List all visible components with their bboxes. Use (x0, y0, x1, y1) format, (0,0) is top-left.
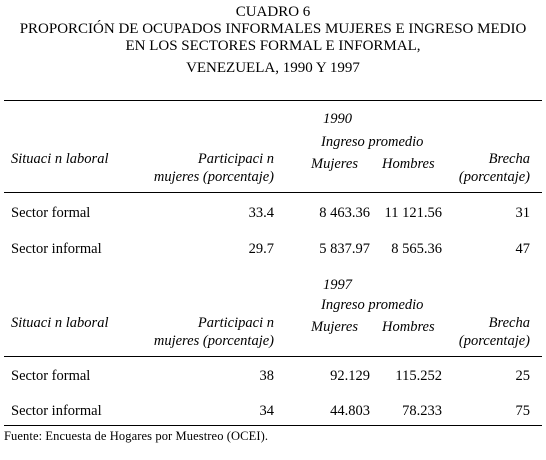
brecha-header-unit: (porcentaje) (458, 169, 530, 185)
mujeres-cell: 8 463.36 (319, 205, 370, 221)
year-label: 1997 (323, 277, 352, 293)
brecha-cell: 25 (515, 368, 530, 384)
row-label: Sector informal (11, 241, 102, 257)
ingreso-header: Ingreso promedio (321, 297, 424, 313)
mujeres-cell: 92.129 (330, 368, 370, 384)
participacion-cell: 34 (259, 403, 274, 419)
table-title-line: VENEZUELA, 1990 Y 1997 (186, 60, 360, 76)
year-label: 1990 (323, 111, 352, 127)
participacion-cell: 38 (259, 368, 274, 384)
table-title-line: EN LOS SECTORES FORMAL E INFORMAL, (125, 38, 421, 54)
row-label: Sector formal (11, 368, 91, 384)
hombres-cell: 78.233 (402, 403, 442, 419)
row-label: Sector informal (11, 403, 102, 419)
mujeres-header: Mujeres (311, 319, 358, 335)
hombres-header: Hombres (382, 319, 435, 335)
brecha-header-unit: (porcentaje) (458, 333, 530, 349)
participacion-cell: 33.4 (248, 205, 274, 221)
participacion-header: Participaci n (197, 151, 274, 167)
participacion-header: Participaci n (197, 315, 274, 331)
situacion-header: Situaci n laboral (11, 151, 109, 167)
hombres-header: Hombres (382, 156, 435, 172)
hombres-cell: 11 121.56 (384, 205, 442, 221)
brecha-header: Brecha (488, 151, 530, 167)
participacion-header-unit: mujeres (porcentaje) (153, 169, 274, 185)
brecha-cell: 47 (515, 241, 530, 257)
bottom-rule (4, 425, 542, 426)
source-note: Fuente: Encuesta de Hogares por Muestreo (OCEI). (4, 429, 269, 443)
participacion-cell: 29.7 (248, 241, 274, 257)
brecha-cell: 75 (515, 403, 530, 419)
table-title-line: PROPORCIÓN DE OCUPADOS INFORMALES MUJERES E INGRESO MEDIO (19, 21, 527, 37)
header-rule (4, 192, 542, 193)
situacion-header: Situaci n laboral (11, 315, 109, 331)
brecha-cell: 31 (515, 205, 530, 221)
brecha-header: Brecha (488, 315, 530, 331)
header-rule (4, 356, 542, 357)
mujeres-header: Mujeres (311, 156, 358, 172)
table-number: CUADRO 6 (235, 4, 311, 20)
mujeres-cell: 44.803 (330, 403, 370, 419)
participacion-header-unit: mujeres (porcentaje) (153, 333, 274, 349)
top-rule (4, 100, 542, 101)
mujeres-cell: 5 837.97 (319, 241, 370, 257)
row-label: Sector formal (11, 205, 91, 221)
ingreso-header: Ingreso promedio (321, 134, 424, 150)
hombres-cell: 115.252 (395, 368, 442, 384)
hombres-cell: 8 565.36 (391, 241, 442, 257)
